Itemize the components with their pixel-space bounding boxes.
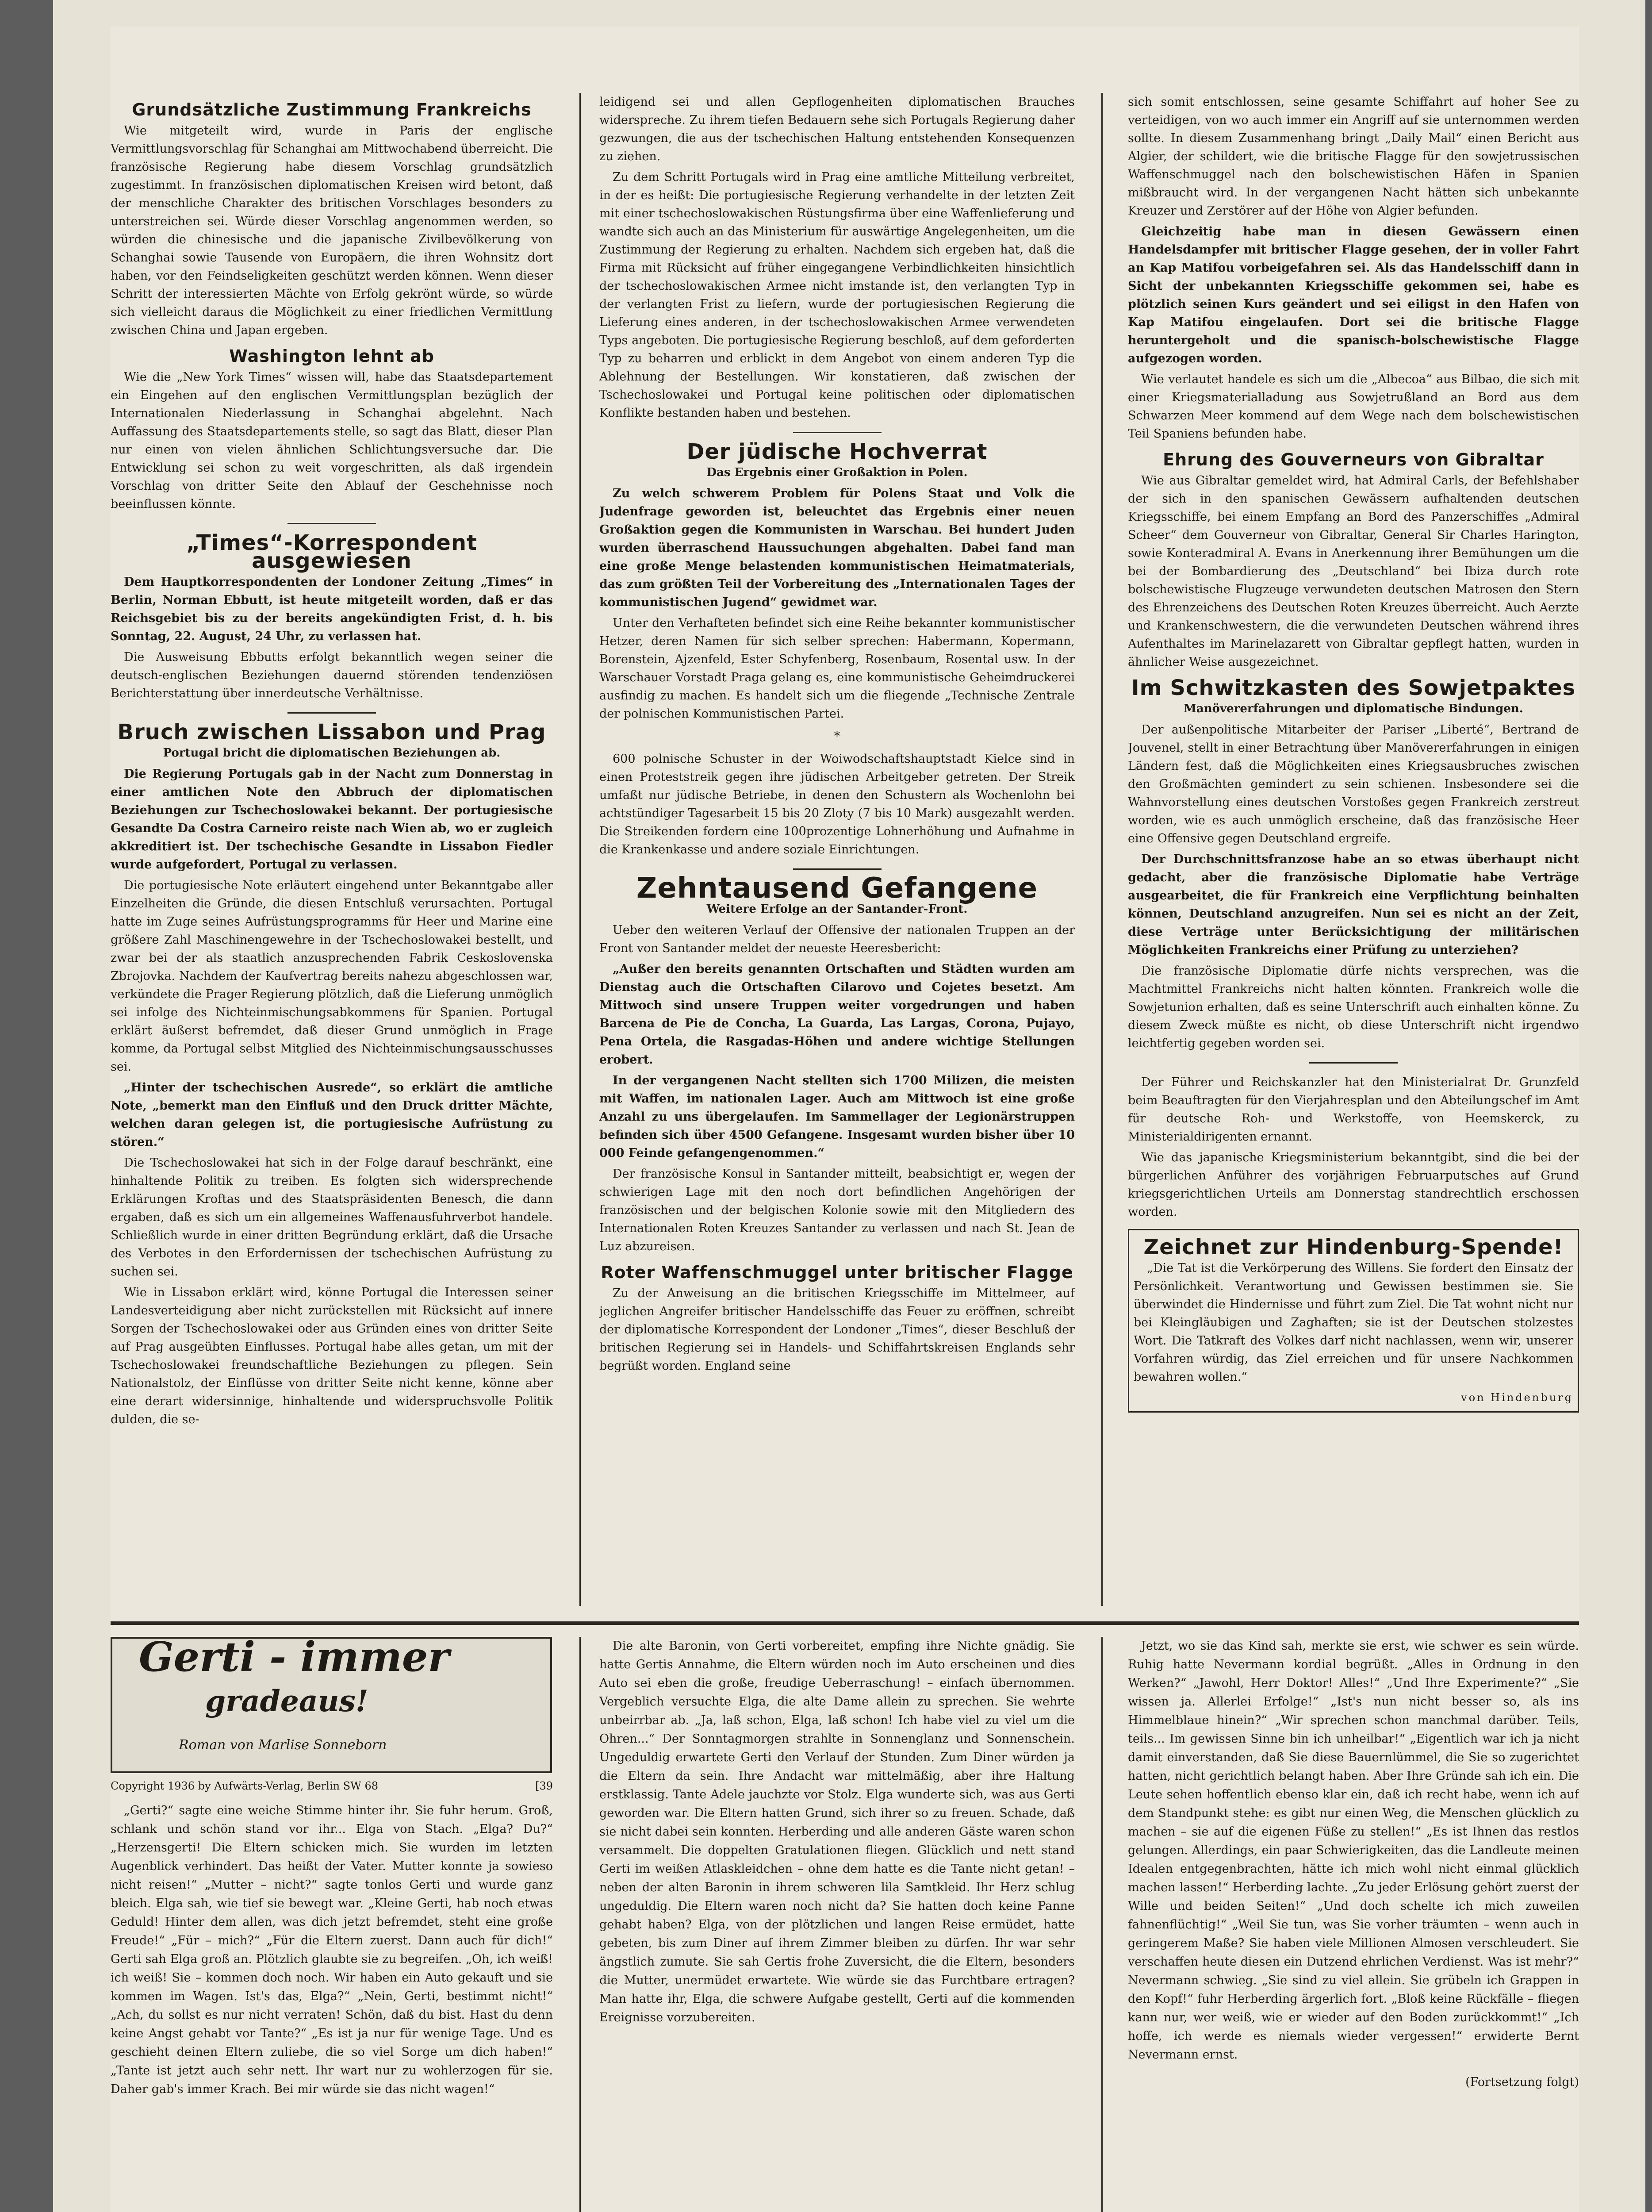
article-lead: Der Durchschnittsfranzose habe an so etwas überhaupt nicht gedacht, aber die französische Diplomatie habe Verträge ausgearbeitet, die für Frankreich eine Verpflichtung beinhalten können, Deutschland anzugreifen. Nun sei es nicht an der Zeit, diese Verträge unter Berücksichtigung der militärischen Möglichkeiten Frankreichs einer Prüfung zu unterziehen? <box>1128 853 1579 957</box>
novel-column-1 <box>111 1637 553 2212</box>
article-lead: Die Regierung Portugals gab in der Nacht zum Donnerstag in einer amtlichen Note den Abbruch der diplomatischen Beziehungen zur Tschechoslowakei bekannt. Der portugiesische Gesandte Da Costra Carneiro reiste nach Wien ab, wo er zugleich akkreditiert ist. Der tschechische Gesandte in Lissabon Fiedler wurde aufgefordert, Portugal zu verlassen. <box>111 767 553 872</box>
section-divider <box>111 1621 1579 1625</box>
headline: Roter Waffenschmuggel unter britischer Flagge <box>601 1263 1073 1282</box>
novel-text: „Gerti?“ sagte eine weiche Stimme hinter ihr. Sie fuhr herum. Groß, schlank und schön stand vor ihr... Elga von Stach. „Elga? Du?“ „Herzensgerti! Die Eltern schicken mich. Sie wurden im letzten Augenblick verhindert. Das heißt der Vater. Mutter konnte ja sowieso nicht reisen!“ „Mutter – nicht?“ sagte tonlos Gerti und wurde ganz bleich. Elga sah, wie tief sie bewegt war. „Kleine Gerti, hab noch etwas Geduld! Hinter dem allen, was dich jetzt befremdet, steht eine große Freude!“ „Für – mich?“ „Für die Eltern zuerst. Dann auch für dich!“ Gerti sah Elga groß an. Plötzlich glaubte sie zu begreifen. „Oh, ich weiß! ich weiß! Sie – kommen doch noch. Wir haben ein Auto gekauft und sie kommen im Wagen. Ist's das, Elga?“ „Nein, Gerti, bestimmt nicht!“ „Ach, du sollst es nur nicht verraten! Schön, daß du bist. Hast du denn keine Angst gehabt vor Tante?“ „Es ist ja nur für wenige Tage. Und es geschieht deinen Eltern zuliebe, die so viel Sorge um dich haben!“ „Tante ist jetzt auch sehr nett. Ihr wart nur zu wohlerzogen für sie. Daher gab's immer Krach. Bei mir würde sie das nicht wagen!“ <box>111 1804 553 2096</box>
article-text: Der außenpolitische Mitarbeiter der Pariser „Liberté“, Bertrand de Jouvenel, stellt in einer Betrachtung über Manövererfahrungen in einigen Ländern fest, daß die Möglichkeiten eines Kriegsausbruches zwischen den Großmächten gemindert zu sein schienen. Insbesondere sei die Wahnvorstellung eines deutschen Vorstoßes gegen Frankreich zerstreut worden, wie es auch unmöglich erscheine, daß das französische Heer eine Offensive gegen Deutschland ergreife. <box>1128 723 1579 845</box>
novel-text: Die alte Baronin, von Gerti vorbereitet, empfing ihre Nichte gnädig. Sie hatte Gertis Annahme, die Eltern würden noch im Auto erscheinen und dies Auto sei eben die große, freudige Ueberraschung! – einfach übernommen. Vergeblich versuchte Elga, die alte Dame allein zu sprechen. Sie wehrte unbeirrbar ab. „Ja, laß schon, Elga, laß schon! Ich habe viel zu viel um die Ohren...“ Der Sonntagmorgen strahlte in Sonnenglanz und Sonnenschein. Ungeduldig erwartete Gerti den Verlauf der Stunden. Zum Diner würden ja die Eltern da sein. Ihre Andacht war mittelmäßig, aber ihre Haltung erstklassig. Tante Adele jauchzte vor Stolz. Elga wunderte sich, was aus Gerti geworden war. Die Eltern hatten Grund, sich ihrer so zu freuen. Schade, daß sie nicht dabei sein konnten. Herberding und alle anderen Gäste waren schon versammelt. Die doppelten Gratulationen fliegen. Glücklich und nett stand Gerti im weißen Atlaskleidchen – ohne dem hatte es die Tante nicht getan! – neben der alten Baronin in ihrem schweren lila Samtkleid. Ihr Herz schlug ungeduldig. Die Eltern waren noch nicht da? Sie hatten doch keine Panne gehabt haben? Elga, von der plötzlichen und langen Reise ermüdet, hatte gebeten, bis zum Diner auf ihrem Zimmer bleiben zu dürfen. Ihr war sehr ängstlich zumute. Sie sah Gertis frohe Zuversicht, die die Eltern, besonders die Mutter, unermüdet erwartete. Wie würde sie das Furchtbare ertragen? Man hatte ihr, Elga, die schwere Aufgabe gestellt, Gerti auf die kommenden Ereignisse vorzubereiten. <box>599 1639 1075 2024</box>
headline: Bruch zwischen Lissabon und Prag <box>117 720 546 745</box>
column-rule <box>1101 1637 1103 2212</box>
subheadline: Manövererfahrungen und diplomatische Bindungen. <box>1184 702 1523 715</box>
headline: Ehrung des Gouverneurs von Gibraltar <box>1163 450 1544 469</box>
article-text: sich somit entschlossen, seine gesamte Schiffahrt auf hoher See zu verteidigen, von wo auch immer ein Angriff auf sie unternommen werden sollte. In diesem Zusammenhang bringt „Daily Mail“ einen Bericht aus Algier, der schildert, wie die britische Flagge für den sowjetrussischen Waffenschmuggel nach den bolschewistischen Häfen in Spanien mißbraucht wird. In der vergangenen Nacht hätten sich unbekannte Kreuzer und Zerstörer auf der Höhe von Algier befunden. <box>1128 95 1579 218</box>
article-text: Zu dem Schritt Portugals wird in Prag eine amtliche Mitteilung verbreitet, in der es heißt: Die portugiesische Regierung verhandelte in der letzten Zeit mit einer tschechoslowakischen Rüstungsfirma über eine Waffenlieferung und wandte sich auch an das Ministerium für auswärtige Angelegenheiten, um die Zustimmung der Regierung zu erhalten. Nachdem sich ergeben hat, daß die Firma mit Rücksicht auf früher eingegangene Verbindlichkeiten hinsichtlich der tschechoslowakischen Armee nicht imstande ist, den verlangten Typ in der verlangten Frist zu liefern, wurde der portugiesischen Regierung die Lieferung eines anderen, in der tschechoslowakischen Armee verwendeten Typs angeboten. Die portugiesische Regierung beschloß, auf dem geforderten Typ zu beharren und erblickt in dem Angebot von einem anderen Typ die Ablehnung der Bestellungen. Wir konstatieren, daß zwischen der Tschechoslowakei und Portugal keine politischen oder diplomatischen Konflikte bestanden haben und bestehen. <box>599 170 1075 420</box>
subheadline: Portugal bricht die diplomatischen Beziehungen ab. <box>163 746 501 760</box>
novel-section <box>111 1637 1579 2212</box>
novel-title: Gerti - immer <box>139 1637 449 1681</box>
column-rule <box>1101 93 1103 1606</box>
copyright-text: Copyright 1936 by Aufwärts-Verlag, Berlin SW 68 <box>111 1780 378 1792</box>
novel-text: Jetzt, wo sie das Kind sah, merkte sie erst, wie schwer es sein würde. Ruhig hatte Nevermann kordial begrüßt. „Alles in Ordnung in den Werken?“ „Jawohl, Herr Doktor! Alles!“ „Und Ihre Experimente?“ „Sie wissen ja. Allerlei Erfolge!“ „Ist's nun nicht besser so, als ins Himmelblaue hinein?“ „Wir sprechen schon manchmal darüber. Teils, teils... Im gewissen Sinne bin ich unheilbar!“ „Eigentlich war ich ja nicht damit einverstanden, daß Sie diese Bauernlümmel, die Sie so zugerichtet hatten, nicht gerichtlich belangt haben. Aber Ihre Gründe sah ich ein. Die Leute sehen hoffentlich ebenso klar ein, daß ich recht habe, wenn ich auf dem Standpunkt stehe: es gibt nur einen Weg, die Menschen glücklich zu machen – sie auf die eigenen Füße zu stellen!“ „Es ist Ihnen das restlos gelungen. Allerdings, ein paar Schwierigkeiten, das die Landleute meinen Idealen entgegenbrachten, hätte ich mich wohl nicht einmal glücklich machen lassen!“ Herberding lachte. „Zu jeder Erlösung gehört zuerst der Wille und beiden Seiten!“ „Und doch schelte ich mich zuweilen fahnenflüchtig!“ „Weil Sie tun, was Sie vorher träumten – wenn auch in geringerem Maße? Sie haben viele Millionen Almosen verschleudert. Sie verschaffen heute diesen ein Dutzend ehrlichen Verdienst. Was ist mehr?“ Nevermann schwieg. „Sie sind zu viel allein. Sie grübeln ich Grappen in den Kopf!“ fuhr Herberding ärgerlich fort. „Bloß keine Rückfälle – fliegen kann nur, wer weiß, wie er wieder auf den Boden zurückkommt!“ „Ich hoffe, ich werde es niemals wieder vergessen!“ erwiderte Bernt Nevermann ernst. <box>1128 1639 1579 2062</box>
article-text: Der Führer und Reichskanzler hat den Ministerialrat Dr. Grunzfeld beim Beauftragten für den Vierjahresplan und den Abteilungschef im Amt für deutsche Roh- und Werkstoffe, von Heemskerck, zu Ministerialdirigenten ernannt. <box>1128 1075 1579 1144</box>
novel-author: Roman von Marlise Sonneborn <box>179 1737 387 1753</box>
news-section <box>111 93 1579 1615</box>
novel-title-2: gradeaus! <box>205 1684 368 1718</box>
article-text: 600 polnische Schuster in der Woiwodschaftshauptstadt Kielce sind in einen Proteststreik gegen ihre jüdischen Arbeitgeber getreten. Der Streik umfaßt nur jüdische Betriebe, in denen den Schustern als Wochenlohn bei achtstündiger Tagesarbeit 15 bis 20 Zloty (7 bis 10 Mark) ausgezahlt werden. Die Streikenden fordern eine 100prozentige Lohnerhöhung und Aufnahme in die Krankenkasse und andere soziale Einrichtungen. <box>599 752 1075 856</box>
headline: Washington lehnt ab <box>229 346 434 366</box>
column-rule <box>579 93 581 1606</box>
article-text: Zu der Anweisung an die britischen Kriegsschiffe im Mittelmeer, auf jeglichen Angreifer britischer Handelsschiffe das Feuer zu eröffnen, schreibt der diplomatische Korrespondent der Londoner „Times“, dieser Beschluß der britischen Regierung sei in Handels- und Schiffahrtskreisen Englands sehr begrüßt worden. England seine <box>599 1286 1075 1373</box>
column-1 <box>111 93 553 1615</box>
article-text: Wie mitgeteilt wird, wurde in Paris der englische Vermittlungsvorschlag für Schanghai am Mittwochabend überreicht. Die französische Regierung habe diesem Vorschlag grundsätzlich zugestimmt. In französischen diplomatischen Kreisen wird betont, daß der menschliche Charakter des britischen Vorschlages besonders zu unterstreichen sei. Würde dieser Vorschlag angenommen werden, so würden die chinesische und die japanische Zivilbevölkerung von Schanghai sowie Tausende von Europäern, die ihren Wohnsitz dort haben, vor den Feindseligkeiten geschützt werden können. Wenn dieser Schritt der interessierten Mächte von Erfolg gekrönt würde, so würde sich vielleicht daraus die Möglichkeit zu einer friedlichen Vermittlung zwischen China und Japan ergeben. <box>111 124 553 337</box>
novel-column-2 <box>599 1637 1075 2212</box>
novel-column-3 <box>1128 1637 1579 2212</box>
article-text: Die Ausweisung Ebbutts erfolgt bekanntlich wegen seiner die deutsch-englischen Beziehungen dauernd störenden tendenziösen Berichterstattung über innerdeutsche Verhältnisse. <box>111 650 553 700</box>
article-text: Wie verlautet handele es sich um die „Albecoa“ aus Bilbao, die sich mit einer Kriegsmaterialladung aus Sowjetrußland an Bord aus dem Schwarzen Meer kommend auf dem Wege nach dem bolschewistischen Teil Spaniens befunden habe. <box>1128 373 1579 441</box>
article-text: Ueber den weiteren Verlauf der Offensive der nationalen Truppen an der Front von Santander meldet der neueste Heeresbericht: <box>599 923 1075 955</box>
article-lead: Dem Hauptkorrespondenten der Londoner Zeitung „Times“ in Berlin, Norman Ebbutt, ist heute mitgeteilt worden, daß er das Reichsgebiet bis zu der bereits angekündigten Frist, d. h. bis Sonntag, 22. August, 24 Uhr, zu verlassen hat. <box>111 575 553 643</box>
separator <box>287 523 376 524</box>
separator <box>287 712 376 714</box>
separator <box>1309 1062 1398 1064</box>
separator <box>793 868 882 870</box>
signature: von Hindenburg <box>1461 1391 1573 1404</box>
newspaper-sheet <box>111 27 1579 2212</box>
article-text: Die portugiesische Note erläutert eingehend unter Bekanntgabe aller Einzelheiten die Gründe, die diesen Entschluß verursachten. Portugal hatte im Zuge seines Aufrüstungsprogramms für Heer und Marine eine größere Zahl Maschinengewehre in der Tschechoslowakei bestellt, und zwar bei der als staatlich anzusprechenden Fabrik Ceskoslovenska Zbrojovka. Nachdem der Kaufvertrag bereits nahezu abgeschlossen war, verkündete die Prager Regierung plötzlich, daß die Lieferung unmöglich sei infolge des Nichteinmischungsabkommens für Spanien. Portugal erklärt äußerst befremdet, daß dieser Grund unmöglich in Frage komme, da Portugal selbst Mitglied des Nichteinmischungsausschusses sei. <box>111 879 553 1074</box>
headline: Im Schwitzkasten des Sowjetpaktes <box>1131 676 1576 700</box>
continued-note: (Fortsetzung folgt) <box>1465 2075 1579 2089</box>
column-2 <box>599 93 1075 1615</box>
asterisk-divider: * <box>834 730 840 743</box>
hindenburg-appeal-box <box>1128 1229 1579 1413</box>
article-text: leidigend sei und allen Gepflogenheiten diplomatischen Brauches widerspreche. Zu ihrem tiefen Bedauern sehe sich Portugals Regierung daher gezwungen, die aus der tschechischen Haltung entstehenden Konsequenzen zu ziehen. <box>599 95 1075 163</box>
separator <box>793 432 882 433</box>
article-text: Die Tschechoslowakei hat sich in der Folge darauf beschränkt, eine hinhaltende Politik zu treiben. Es folgten sich widersprechende Erklärungen Kroftas und des Staatspräsidenten Benesch, die dann ergaben, daß es sich um ein allgemeines Waffenausfuhrverbot handele. Schließlich wurde in einer dritten Begründung erklärt, daß die Ursache des Verbotes in den Erfordernissen der tschechischen Aufrüstung zu suchen sei. <box>111 1156 553 1279</box>
headline: Der jüdische Hochverrat <box>686 439 988 464</box>
copyright-line <box>111 1777 553 1795</box>
article-lead: Zu welch schwerem Problem für Polens Staat und Volk die Judenfrage geworden ist, beleuchtet das Ergebnis einer neuen Großaktion gegen die Kommunisten in Warschau. Bei hundert Juden wurden überraschend Haussuchungen abgehalten. Dabei fand man eine große Menge belastenden kommunistischen Heimatmaterials, das zum größten Teil der Vorbereitung des „Internationalen Tages der kommunistischen Jugend“ gewidmet war. <box>599 487 1075 609</box>
installment-number: [39 <box>535 1780 553 1792</box>
article-text: Unter den Verhafteten befindet sich eine Reihe bekannter kommunistischer Hetzer, deren Namen für sich selber sprechen: Habermann, Kopermann, Borenstein, Ajzenfeld, Ester Schyfenberg, Rosenbaum, Rosental usw. In der Warschauer Vorstadt Praga gelang es, eine kommunistische Geheimdruckerei ausfindig zu machen. Es handelt sich um die fliegende „Technische Zentrale der polnischen Kommunistischen Partei. <box>599 616 1075 721</box>
article-text: Wie aus Gibraltar gemeldet wird, hat Admiral Carls, der Befehlshaber der sich in den spanischen Gewässern aufhaltenden deutschen Kriegsschiffe, bei einem Empfang an Bord des Panzerschiffes „Admiral Scheer“ dem Gouverneur von Gibraltar, General Sir Charles Harington, sowie Konteradmiral A. Evans in Anerkennung ihrer Bemühungen um die bei der Bombardierung des „Deutschland“ bei Ibiza durch rote bolschewistische Flugzeuge verwundeten deutschen Matrosen den Stern des Ehrenzeichens des Deutschen Roten Kreuzes überreicht. Auch Aerzte und Krankenschwestern, die die verwundeten Deutschen während ihres Aufenthaltes im Marinelazarett von Gibraltar gepflegt hatten, wurden in ähnlicher Weise ausgezeichnet. <box>1128 474 1579 669</box>
article-text: Die französische Diplomatie dürfe nichts versprechen, was die Machtmittel Frankreichs nicht halten könnten. Frankreich wolle die Sowjetunion erhalten, daß es seine Unterschrift auch einhalten könne. Zu diesem Zweck müßte es nicht, ob diese Unterschrift nicht irgendwo leichtfertig gegeben worden sei. <box>1128 964 1579 1050</box>
subheadline: Das Ergebnis einer Großaktion in Polen. <box>706 466 968 479</box>
article-text: Der französische Konsul in Santander mitteilt, beabsichtigt er, wegen der schwierigen Lage mit den noch dort befindlichen Angehörigen der französischen und der belgischen Kolonie sowie mit den Mitgliedern des Internationalen Roten Kreuzes Santander zu verlassen und nach St. Jean de Luz abzureisen. <box>599 1167 1075 1253</box>
article-lead: In der vergangenen Nacht stellten sich 1700 Milizen, die meisten mit Waffen, im nationalen Lager. Auch am Mittwoch ist eine große Anzahl zu uns übergelaufen. Im Sammellager der Legionärstruppen befinden sich über 4500 Gefangene. Insgesamt wurden bisher über 10 000 Feinde gefangengenommen.“ <box>599 1074 1075 1160</box>
article-text: „Die Tat ist die Verkörperung des Willens. Sie fordert den Einsatz der Persönlichkeit. Verantwortung und Gewissen bestimmen sie. Sie überwindet die Hindernisse und führt zum Ziel. Die Tat wohnt nicht nur bei Kleingläubigen und Zaghaften; sie ist der Deutschen stolzestes Wort. Die Tatkraft des Volkes darf nicht nachlassen, wenn wir, unserer Vorfahren würdig, das Ziel erreichen und für unsere Nachkommen bewahren wollen.“ <box>1134 1261 1573 1384</box>
column-3 <box>1128 93 1579 1615</box>
headline: Zeichnet zur Hindenburg-Spende! <box>1143 1235 1564 1260</box>
newspaper-page <box>53 0 1645 2212</box>
subheadline: Weitere Erfolge an der Santander-Front. <box>706 902 968 916</box>
headline: Grundsätzliche Zustimmung Frankreichs <box>132 100 532 119</box>
article-text: Wie das japanische Kriegsministerium bekanntgibt, sind die bei der bürgerlichen Anführer des vorjährigen Februarputsches auf Grund kriegsgerichtlichen Urteils am Donnerstag standrechtlich erschossen worden. <box>1128 1151 1579 1219</box>
article-lead: Gleichzeitig habe man in diesen Gewässern einen Handelsdampfer mit britischer Flagge gesehen, der in voller Fahrt an Kap Matifou vorbeigefahren sei. Als das Handelsschiff dann in Sicht der unbekannten Kriegsschiffe gekommen sei, habe es plötzlich seinen Kurs geändert und sei eiligst in den Hafen von Kap Matifou eingelaufen. Dort sei die britische Flagge heruntergeholt und die spanisch-bolschewistische Flagge aufgezogen worden. <box>1128 225 1579 365</box>
article-text: Wie in Lissabon erklärt wird, könne Portugal die Interessen seiner Landesverteidigung aber nicht zurückstellen mit Rücksicht auf innere Sorgen der Tschechoslowakei oder aus Gründen eines von dritter Seite auf Prag ausgeübten Einflusses. Portugal habe alles getan, um mit der Tschechoslowakei freundschaftliche Beziehungen zu pflegen. Sein Nationalstolz, der Einflüsse von dritter Seite nicht kenne, könne aber eine derart widersinnige, hinhaltende und widerspruchsvolle Politik dulden, die se- <box>111 1286 553 1426</box>
headline: Zehntausend Gefangene <box>636 872 1038 905</box>
article-quote: „Hinter der tschechischen Ausrede“, so erklärt die amtliche Note, „bemerkt man den Einfluß und den Druck dritter Mächte, welchen daran gelegen ist, die portugiesische Aufrüstung zu stören.“ <box>111 1081 553 1149</box>
article-lead: „Außer den bereits genannten Ortschaften und Städten wurden am Dienstag auch die Ortschaften Cilarovo und Cojetes besetzt. Am Mittwoch sind unsere Truppen weiter vorgedrungen und haben Barcena de Pie de Concha, La Guarda, Las Largas, Corona, Pujayo, Pena Ortela, die Rasgadas-Höhen und andere wichtige Stellungen erobert. <box>599 962 1075 1067</box>
article-text: Wie die „New York Times“ wissen will, habe das Staatsdepartement ein Eingehen auf den englischen Vermittlungsplan bezüglich der Internationalen Niederlassung in Schanghai abgelehnt. Nach Auffassung des Staatsdepartements stelle, so sagt das Blatt, dieser Plan nur einen von vielen ähnlichen Schlichtungsversuche dar. Die Entwicklung sei schon zu weit vorgeschritten, als daß irgendein Vorschlag von dritter Seite den Ablauf der Geschehnisse noch beeinflussen könnte. <box>111 370 553 511</box>
column-rule <box>579 1637 581 2212</box>
novel-title-logo <box>111 1637 552 1773</box>
headline: „Times“-Korrespondent ausgewiesen <box>186 530 477 573</box>
